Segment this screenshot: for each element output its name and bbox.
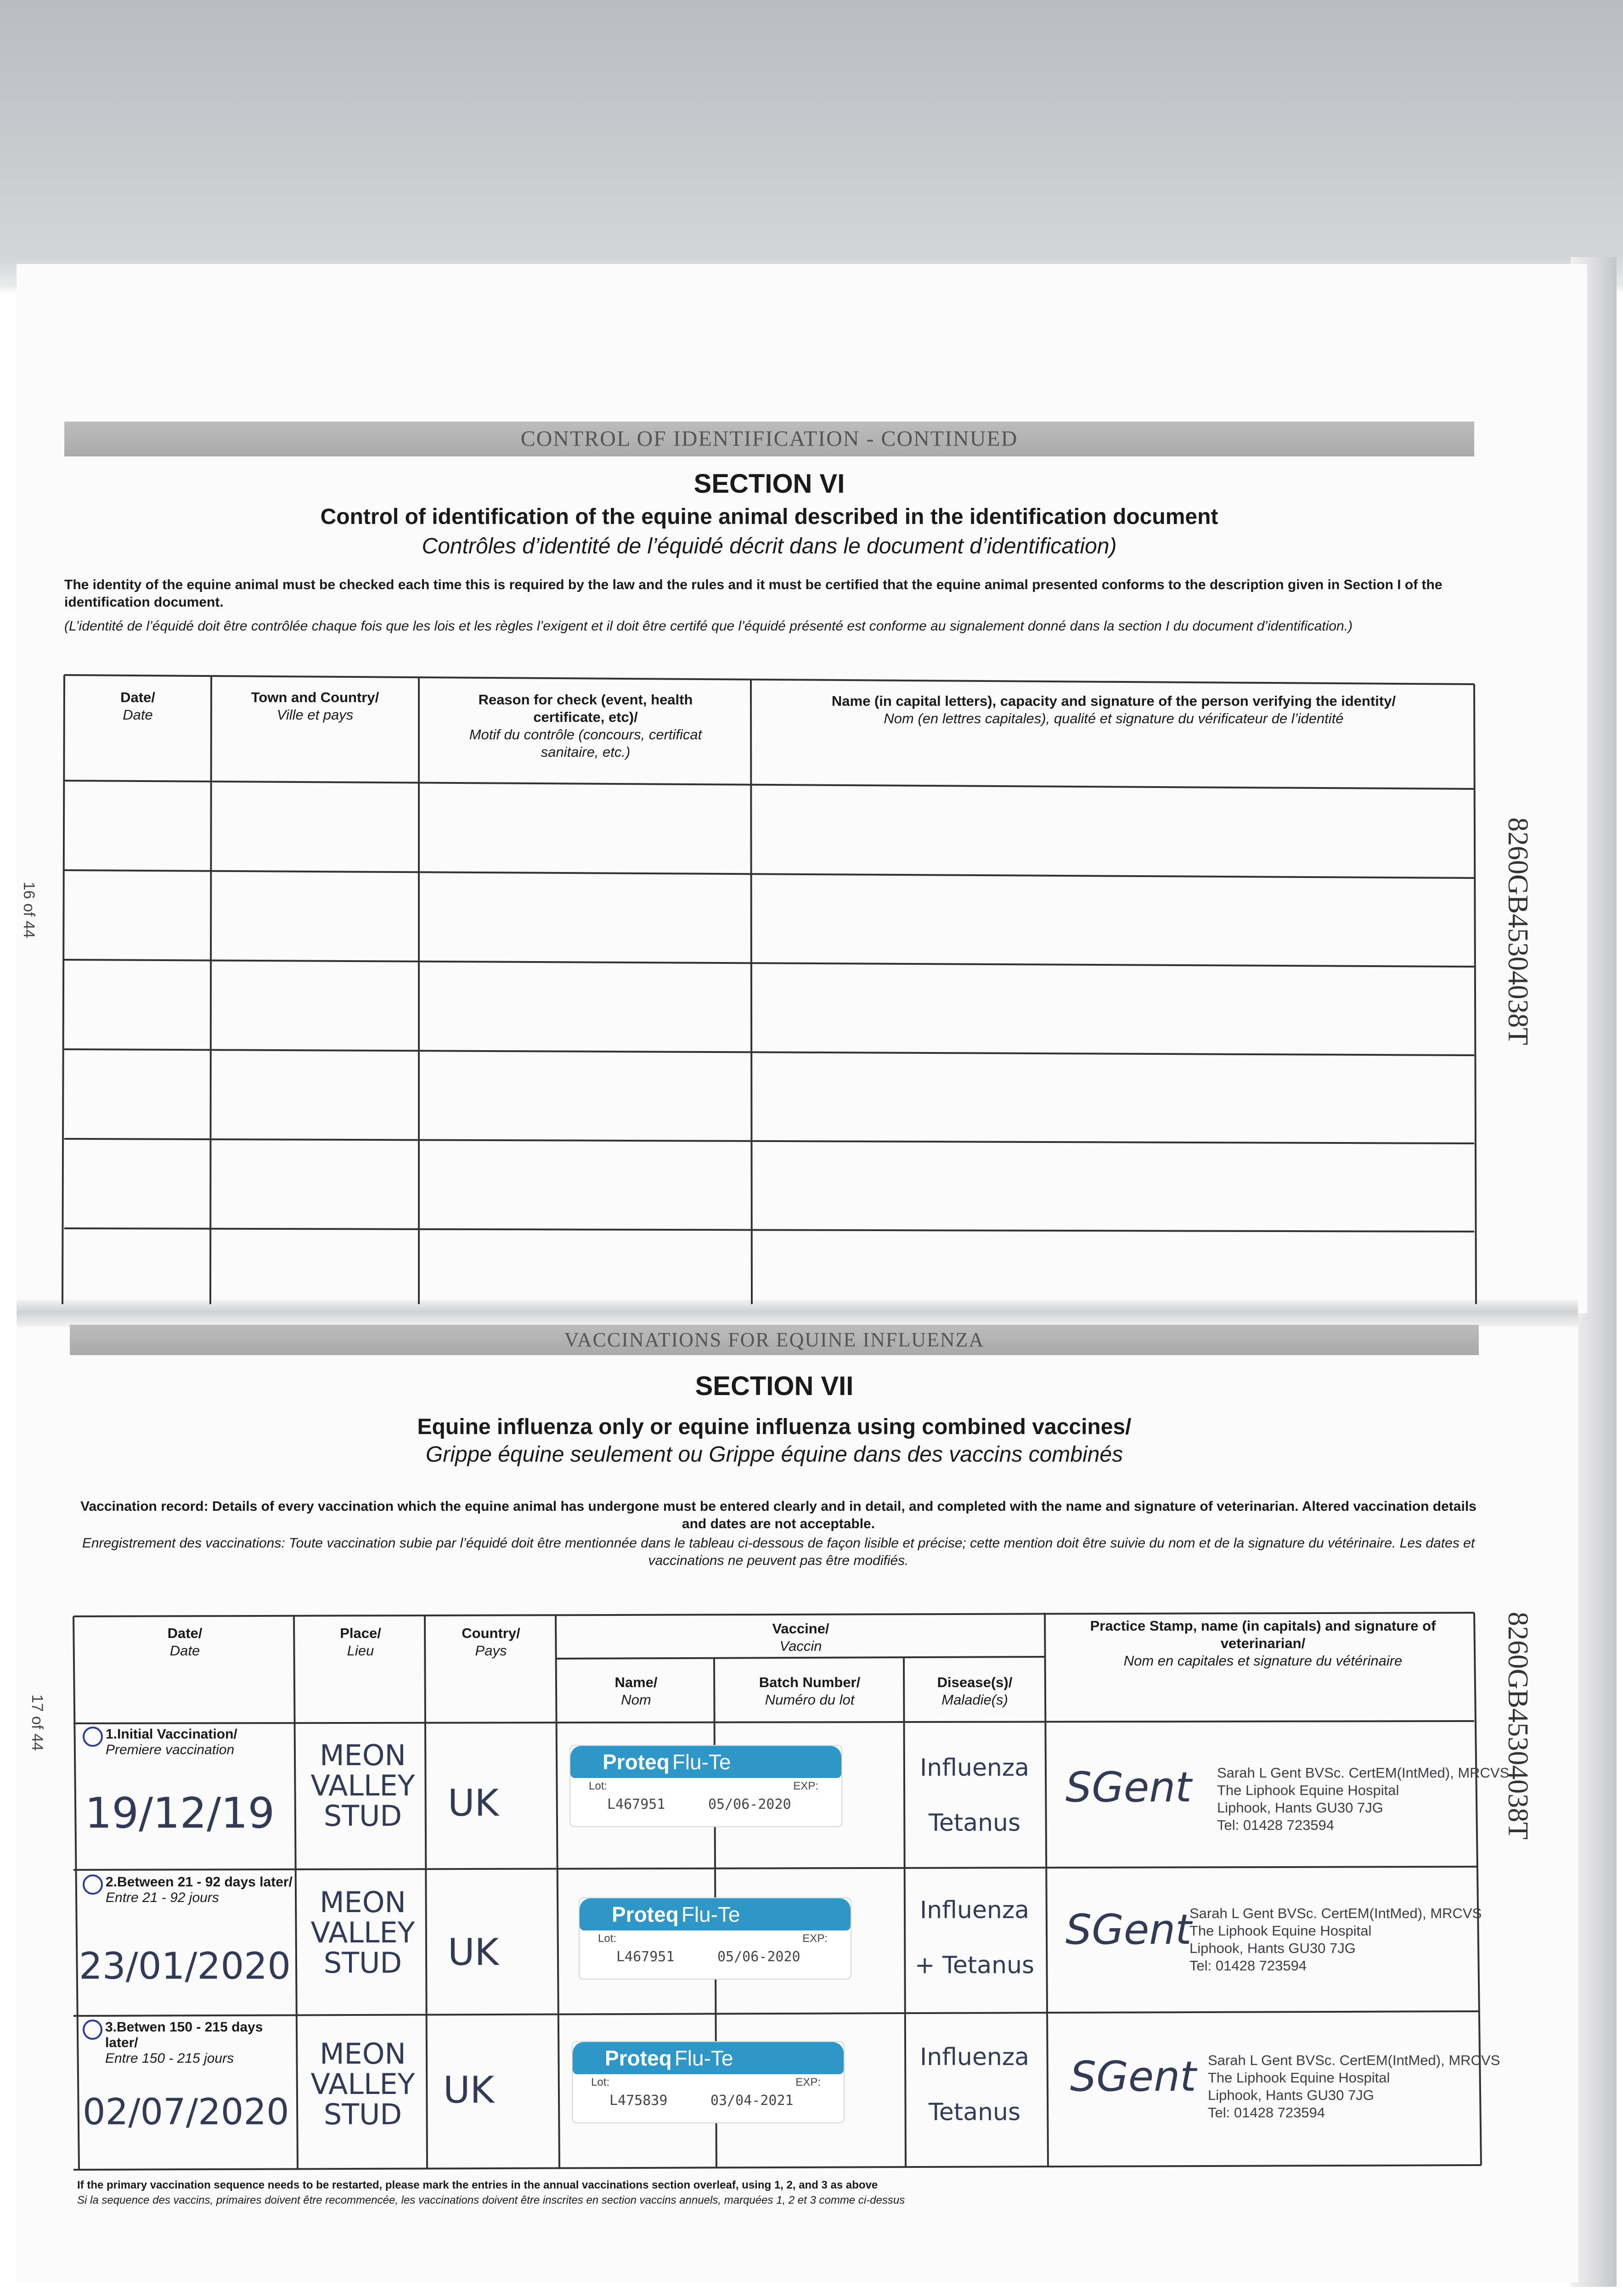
col-verifier-label-fr: Nom (en lettres capitales), qualité et signature du vérificateur de l’identité [884,710,1344,726]
vacc-col-date-header [76,1625,294,1660]
vaccination-country: UK [443,2069,495,2111]
vaccination-row-1 [83,1727,294,1758]
vaccine-brand: Proteq [605,2046,672,2070]
vaccine-product: Flu-Te [674,2046,733,2070]
col-date-label: Date/ [120,689,155,705]
expiry-date: 03/04-2021 [710,2093,794,2109]
disease-line: Tetanus [928,2099,1021,2126]
section7-title-fr: Grippe équine seulement ou Grippe équine dans des vaccins combinés [425,1442,1123,1467]
stamp-line: Sarah L Gent BVSc. CertEM(IntMed), MRCVS [1189,1905,1482,1921]
practice-stamp [1217,1764,1509,1834]
row-label-fr: Premiere vaccination [106,1742,235,1757]
disease-line: Influenza [919,1754,1030,1782]
batch-number: L467951 [616,1949,675,1965]
row-label: Betwen 150 - 215 days later/ [105,2020,263,2050]
vaccine-label-sticker [569,1745,842,1827]
vacc-col-batch-label: Batch Number/ [759,1674,861,1690]
vacc-col-date-label: Date/ [167,1625,203,1641]
vacc-col-disease-label-fr: Maladie(s) [941,1692,1008,1708]
section6-bar-title: CONTROL OF IDENTIFICATION - CONTINUED [64,422,1474,456]
row-number-circle [83,1874,103,1895]
vaccination-row-3 [83,2020,294,2066]
vacc-col-vaccine-label: Vaccine/ [772,1621,829,1637]
practice-stamp [1189,1905,1482,1975]
stamp-line: Liphook, Hants GU30 7JG [1217,1800,1383,1816]
place-line: STUD [323,1799,402,1833]
vacc-col-stamp-label: Practice Stamp, name (in capitals) and signature of veterinarian/ [1090,1618,1436,1651]
vacc-col-stamp-label-fr: Nom en capitales et signature du vétérinaire [1123,1653,1403,1669]
stamp-line: The Liphook Equine Hospital [1189,1923,1372,1939]
row-label: Initial Vaccination/ [117,1727,237,1742]
vaccination-date: 02/07/2020 [83,2092,289,2133]
vacc-col-name-header [558,1674,714,1709]
section6-note-fr: (L’identité de l’équidé doit être contrôlée chaque fois que les lois et les règles l’exigent et il doit être certifé que l’équidé présenté est conforme au signalement donné dans la section I du document d’identification.) [64,619,1353,634]
lot-label: Lot: [598,1932,617,1945]
practice-stamp [1208,2052,1500,2122]
row-label-fr: Entre 21 - 92 jours [106,1890,219,1905]
stamp-line: Liphook, Hants GU30 7JG [1189,1940,1356,1956]
page-number: 16 of 44 [20,882,38,938]
vaccination-country: UK [448,1782,499,1824]
exp-label: EXP: [793,1780,818,1792]
vacc-col-date-label-fr: Date [169,1643,200,1659]
vacc-col-vaccine-header [557,1620,1045,1655]
section7-footer: If the primary vaccination sequence needs to be restarted, please mark the entries in the annual vaccinations section overleaf, using 1, 2, and 3 as above [77,2179,878,2191]
vet-signature: SGent [1065,1763,1192,1812]
vaccine-label-header [580,1898,851,1930]
section6-title: Control of identification of the equine animal described in the identification document [320,505,1218,529]
batch-number: L467951 [607,1796,665,1812]
section7-footer-fr: Si la sequence des vaccins, primaires doivent être recommencée, les vaccinations doivent être inscrites en section vaccins annuels, marquées 1, 2 et 3 comme ci-dessus [77,2194,905,2206]
col-date-label-fr: Date [123,707,153,723]
col-town-label: Town and Country/ [251,689,379,705]
section7-title: Equine influenza only or equine influenza using combined vaccines/ [417,1415,1132,1439]
vaccination-date: 19/12/19 [85,1789,275,1838]
vaccination-diseases [906,2030,1043,2140]
vacc-col-disease-label: Disease(s)/ [937,1674,1013,1690]
section7-label: SECTION VII [695,1371,854,1401]
vaccine-label-sticker [572,2041,845,2123]
expiry-date: 05/06-2020 [708,1796,791,1812]
batch-number: L475839 [609,2093,668,2109]
vacc-col-stamp-header [1056,1617,1470,1670]
passport-number: 8260GB45304038T [1502,817,1533,1045]
vacc-col-place-label: Place/ [340,1625,381,1641]
stamp-line: Tel: 01428 723594 [1208,2105,1325,2121]
vacc-col-country-label: Country/ [462,1625,520,1641]
vaccine-brand: Proteq [603,1750,670,1774]
stamp-line: Sarah L Gent BVSc. CertEM(IntMed), MRCVS [1217,1765,1510,1781]
vaccine-label-sticker [579,1897,851,1980]
row-number-circle [83,1727,103,1747]
vaccination-date: 23/01/2020 [79,1945,291,1987]
row-label: Between 21 - 92 days later/ [117,1874,293,1890]
row-number-circle [83,2020,102,2040]
place-line: MEON [320,1885,406,1919]
vaccine-brand: Proteq [612,1902,679,1926]
col-reason-label-fr: Motif du contrôle (concours, certificat sanitaire, etc.) [469,726,702,760]
place-line: VALLEY [310,1769,415,1802]
vaccination-country: UK [448,1931,499,1974]
section6-title-fr: Contrôles d’identité de l’équidé décrit dans le document d’identification) [422,534,1117,558]
place-line: STUD [323,2098,402,2131]
place-line: VALLEY [310,1916,415,1949]
vacc-col-vaccine-label-fr: Vaccin [779,1638,822,1654]
vacc-col-batch-label-fr: Numéro du lot [765,1692,855,1708]
stamp-line: Liphook, Hants GU30 7JG [1208,2087,1374,2103]
vacc-col-country-header [426,1625,556,1660]
disease-line: + Tetanus [914,1952,1035,1979]
vaccination-row-2 [83,1874,294,1906]
vacc-col-place-header [296,1625,425,1660]
vacc-col-name-label: Name/ [614,1674,658,1690]
vaccination-diseases [906,1740,1043,1851]
section7-note-fr: Enregistrement des vaccinations: Toute vaccination subie par l’équidé doit être mentionnée dans le tableau ci-dessous de façon lisible et précise; cette mention doit être suivie du nom et de la signature du vétérinaire. Les dates et vaccinations ne peuvent pas être modifiés. [82,1536,1475,1568]
exp-label: EXP: [795,2076,821,2088]
vaccine-product: Flu-Te [672,1750,731,1774]
stamp-line: Tel: 01428 723594 [1189,1958,1307,1974]
vacc-col-name-label-fr: Nom [621,1692,651,1708]
row-number: 2. [106,1874,118,1890]
stamp-line: The Liphook Equine Hospital [1208,2070,1390,2086]
vaccine-label-header [573,2042,844,2074]
col-verifier-label: Name (in capital letters), capacity and signature of the person verifying the identity/ [831,693,1396,709]
vacc-col-disease-header [905,1674,1045,1709]
vacc-col-batch-header [716,1674,904,1709]
vet-signature: SGent [1070,2053,1196,2101]
vaccination-place [301,2039,425,2130]
passport-number: 8260GB45304038T [1502,1612,1533,1840]
col-reason-label: Reason for check (event, health certificate, etc)/ [478,692,693,725]
page-number: 17 of 44 [28,1694,46,1751]
lot-label: Lot: [589,1780,608,1792]
stamp-line: Tel: 01428 723594 [1217,1817,1335,1833]
place-line: MEON [320,2037,406,2071]
section7-bar-title: VACCINATIONS FOR EQUINE INFLUENZA [70,1325,1479,1355]
section6-note: The identity of the equine animal must be checked each time this is required by the law and the rules and it must be certified that the equine animal presented conforms to the description given in Section I of the identification document. [64,577,1443,610]
vacc-col-place-label-fr: Lieu [347,1643,374,1659]
vet-signature: SGent [1065,1906,1192,1954]
disease-line: Tetanus [928,1809,1021,1837]
disease-line: Influenza [919,1896,1030,1924]
row-number: 3. [105,2020,117,2035]
disease-line: Influenza [919,2043,1030,2071]
vaccination-place [301,1740,425,1831]
vaccination-diseases [906,1883,1043,1993]
section7-note: Vaccination record: Details of every vaccination which the equine animal has undergone must be entered clearly and in detail, and completed with the name and signature of veterinarian. Altered vaccination details and dates are not acceptable. [80,1499,1476,1531]
row-label-fr: Entre 150 - 215 jours [105,2051,234,2066]
section6-label: SECTION VI [693,469,845,499]
vacc-col-country-label-fr: Pays [475,1643,507,1659]
row-number: 1. [106,1727,118,1742]
place-line: VALLEY [310,2067,415,2101]
vaccine-product: Flu-Te [681,1902,740,1926]
col-town-label-fr: Ville et pays [276,707,354,723]
lot-label: Lot: [591,2076,610,2088]
vaccine-label-header [570,1746,841,1778]
vaccination-place [301,1887,425,1978]
place-line: STUD [323,1946,402,1980]
place-line: MEON [320,1739,406,1772]
stamp-line: The Liphook Equine Hospital [1217,1782,1399,1798]
expiry-date: 05/06-2020 [717,1949,800,1965]
stamp-line: Sarah L Gent BVSc. CertEM(IntMed), MRCVS [1208,2052,1500,2068]
exp-label: EXP: [802,1932,828,1945]
